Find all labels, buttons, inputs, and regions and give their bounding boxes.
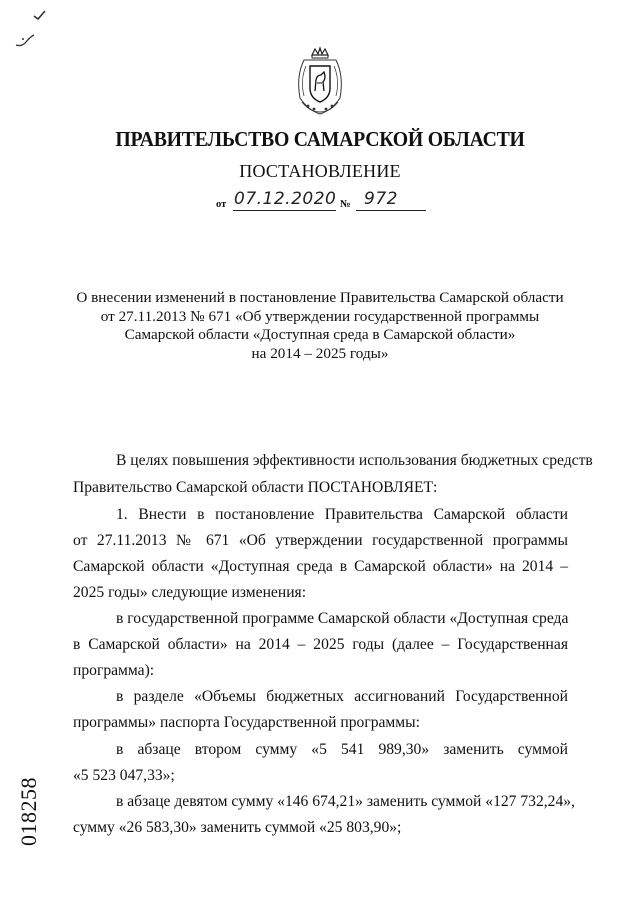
subject-line: Самарской области «Доступная среда в Самарской области» [124, 326, 516, 344]
body-line: в разделе «Объемы бюджетных ассигнований Государственной [116, 688, 568, 705]
document-type-title: ПОСТАНОВЛЕНИЕ [239, 161, 401, 181]
document-subject [0, 289, 640, 363]
body-line: 1. Внести в постановление Правительства Самарской области [116, 506, 568, 523]
body-line: «5 523 047,33»; [73, 767, 175, 784]
subject-line: на 2014 – 2025 годы» [251, 344, 389, 362]
body-line: программы» паспорта Государственной программы: [73, 714, 420, 731]
body-line: от 27.11.2013 № 671 «Об утверждении государственной программы [73, 532, 568, 549]
handwritten-number: 972 [364, 189, 398, 209]
body-line: в Самарской области» на 2014 – 2025 годы (далее – Государственная [73, 636, 568, 653]
body-line: Правительство Самарской области ПОСТАНОВЛЯЕТ: [73, 479, 438, 496]
date-underline [233, 210, 336, 211]
number-prefix: № [340, 199, 351, 210]
subject-line: О внесении изменений в постановление Правительства Самарской области [76, 289, 564, 306]
body-line: в абзаце втором сумму «5 541 989,30» заменить суммой [116, 741, 568, 758]
body-line: в абзаце девятом сумму «146 674,21» заменить суммой «127 732,24», [116, 793, 575, 810]
date-number-line [216, 191, 446, 213]
body-line: программа): [73, 662, 155, 679]
body-line: в государственной программе Самарской области «Доступная среда [116, 610, 569, 627]
corner-pen-mark [32, 8, 48, 27]
date-prefix: от [216, 199, 227, 210]
body-line: сумму «26 583,30» заменить суммой «25 803,90»; [73, 819, 402, 836]
body-line: 2025 годы» следующие изменения: [73, 584, 307, 601]
subject-line: от 27.11.2013 № 671 «Об утверждении государственной программы [100, 307, 540, 325]
handwritten-date: 07.12.2020 [234, 189, 337, 209]
corner-pen-mark-2 [14, 33, 36, 54]
body-line: Самарской области «Доступная среда в Самарской области» на 2014 – [73, 558, 568, 575]
government-name-heading: ПРАВИТЕЛЬСТВО САМАРСКОЙ ОБЛАСТИ [115, 127, 525, 151]
number-underline [356, 210, 426, 211]
body-line: В целях повышения эффективности использования бюджетных средств [116, 452, 593, 469]
coat-of-arms-emblem [290, 46, 350, 118]
side-serial-number: 018258 [16, 777, 41, 846]
